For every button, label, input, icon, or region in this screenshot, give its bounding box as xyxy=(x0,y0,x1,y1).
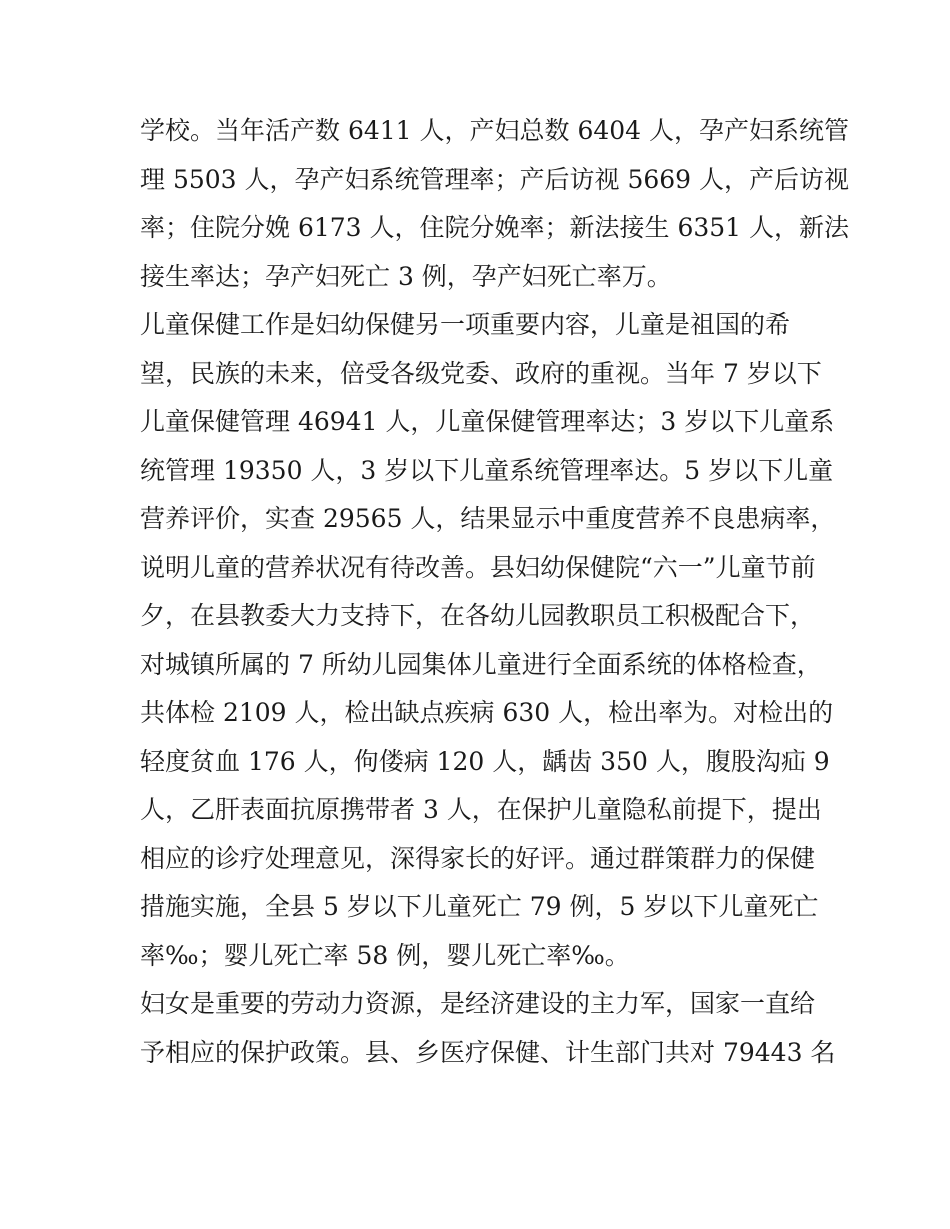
text-line: 接生率达；孕产妇死亡 3 例，孕产妇死亡率万。 xyxy=(140,261,672,291)
text-line: 儿童保健管理 46941 人，儿童保健管理率达；3 岁以下儿童系 xyxy=(140,407,835,436)
text-line: 相应的诊疗处理意见，深得家长的好评。通过群策群力的保健 xyxy=(140,843,816,873)
text-line: 望，民族的未来，倍受各级党委、政府的重视。当年 7 岁以下 xyxy=(140,358,822,388)
body-text xyxy=(140,107,850,1077)
text-line: 人，乙肝表面抗原携带者 3 人，在保护儿童隐私前提下，提出 xyxy=(140,795,822,824)
text-line: 对城镇所属的 7 所幼儿园集体儿童进行全面系统的体格检查， xyxy=(140,649,822,679)
text-line: 理 5503 人，孕产妇系统管理率；产后访视 5669 人，产后访视 xyxy=(140,164,850,194)
text-line: 措施实施，全县 5 岁以下儿童死亡 79 例，5 岁以下儿童死亡 xyxy=(140,892,819,921)
text-line: 夕，在县教委大力支持下，在各幼儿园教职员工积极配合下， xyxy=(140,601,816,630)
text-line: 率‰；婴儿死亡率 58 例，婴儿死亡率‰。 xyxy=(140,940,630,970)
text-line: 予相应的保护政策。县、乡医疗保健、计生部门共对 79443 名 xyxy=(140,1037,836,1067)
text-line: 统管理 19350 人，3 岁以下儿童系统管理率达。5 岁以下儿童 xyxy=(140,455,834,485)
text-line: 学校。当年活产数 6411 人，产妇总数 6404 人，孕产妇系统管 xyxy=(140,116,850,145)
text-line: 妇女是重要的劳动力资源，是经济建设的主力军，国家一直给 xyxy=(140,989,816,1018)
text-line: 儿童保健工作是妇幼保健另一项重要内容，儿童是祖国的希 xyxy=(140,310,791,339)
text-line: 轻度贫血 176 人，佝偻病 120 人，龋齿 350 人，腹股沟疝 9 xyxy=(140,746,830,776)
text-line: 说明儿童的营养状况有待改善。县妇幼保健院“六一”儿童节前 xyxy=(140,552,816,582)
text-line: 营养评价，实查 29565 人，结果显示中重度营养不良患病率， xyxy=(140,504,836,533)
text-line: 率；住院分娩 6173 人，住院分娩率；新法接生 6351 人，新法 xyxy=(140,213,850,242)
text-line: 共体检 2109 人，检出缺点疾病 630 人，检出率为。对检出的 xyxy=(140,698,834,727)
